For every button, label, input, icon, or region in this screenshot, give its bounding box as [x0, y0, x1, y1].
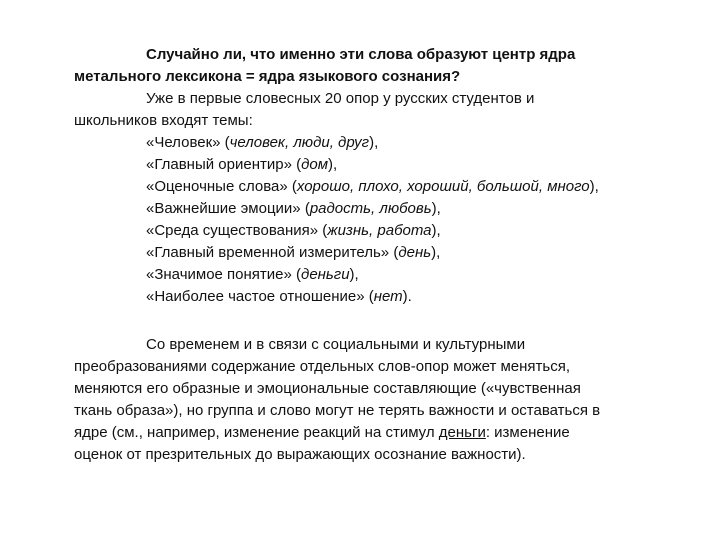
theme-item: «Человек» (человек, люди, друг), — [146, 134, 379, 151]
theme-list — [74, 132, 678, 308]
heading-question-line-1: Случайно ли, что именно эти слова образуют центр ядра — [146, 46, 576, 63]
theme-item: «Важнейшие эмоции» (радость, любовь), — [146, 200, 441, 217]
conclusion-line: преобразованиями содержание отдельных слов-опор может меняться, — [74, 358, 571, 375]
theme-item: «Наиболее частое отношение» (нет). — [146, 288, 412, 305]
document-page — [74, 44, 678, 466]
theme-item: «Значимое понятие» (деньги), — [146, 266, 359, 283]
conclusion-line: ядре (см., например, изменение реакций на стимул деньги: изменение — [74, 424, 570, 441]
conclusion-paragraph — [74, 334, 678, 466]
theme-item: «Оценочные слова» (хорошо, плохо, хороший, большой, много), — [146, 178, 599, 195]
theme-item: «Среда существования» (жизнь, работа), — [146, 222, 441, 239]
intro-line-1: Уже в первые словесных 20 опор у русских студентов и — [146, 90, 535, 107]
theme-item: «Главный временной измеритель» (день), — [146, 244, 441, 261]
conclusion-line: ткань образа»), но группа и слово могут не терять важности и оставаться в — [74, 402, 601, 419]
stimulus-word-money: деньги — [438, 424, 486, 441]
paragraph-gap — [74, 308, 678, 334]
conclusion-line: меняются его образные и эмоциональные составляющие («чувственная — [74, 380, 581, 397]
conclusion-line: оценок от презрительных до выражающих осознание важности). — [74, 446, 526, 463]
intro-line-2: школьников входят темы: — [74, 112, 253, 129]
theme-item: «Главный ориентир» (дом), — [146, 156, 338, 173]
conclusion-line: Со временем и в связи с социальными и культурными — [146, 336, 526, 353]
heading-question-line-2: метального лексикона = ядра языкового сознания? — [74, 68, 461, 85]
